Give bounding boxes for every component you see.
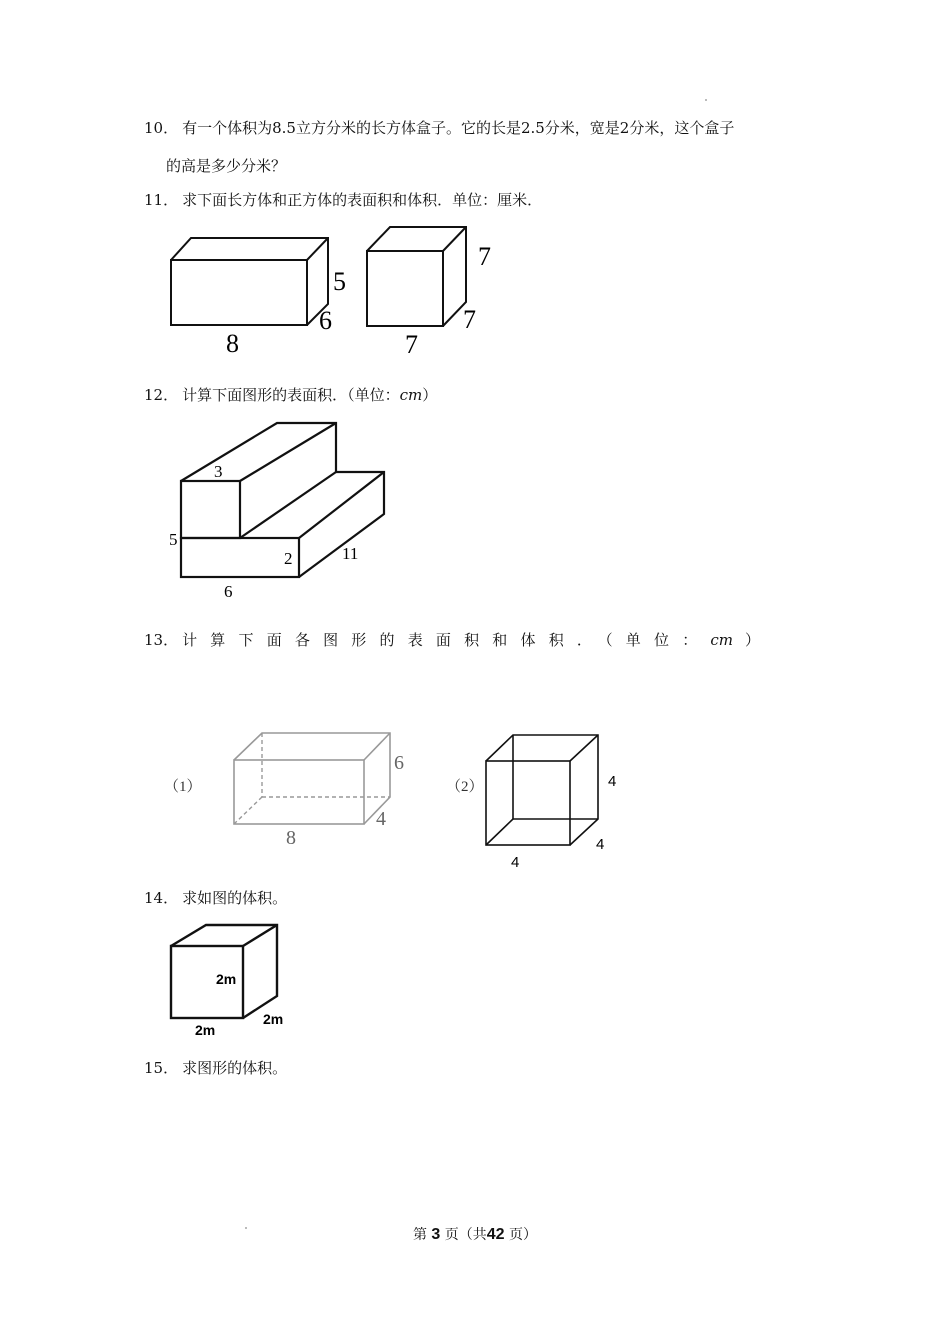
figure-1-label: （1） (164, 779, 202, 795)
figure-11 (160, 220, 520, 360)
question-14 (144, 887, 287, 909)
question-15 (144, 1057, 287, 1079)
footer-suffix: 页） (509, 1227, 538, 1243)
figure-13 (160, 725, 630, 875)
c1-width-label: 4 (376, 808, 386, 830)
cuboid-height-label: 5 (333, 267, 346, 296)
question-text-end: ） (745, 631, 761, 649)
current-page-number: 3 (431, 1226, 441, 1243)
unit-text: cm (710, 631, 734, 649)
bottom-width-label: 6 (224, 582, 233, 601)
top-width-label: 3 (214, 462, 223, 481)
question-13 (144, 629, 760, 651)
figure-12 (160, 415, 400, 600)
scan-speck (705, 99, 707, 101)
question-number: 12． (144, 386, 179, 404)
width-label: 2m (195, 1022, 216, 1038)
cube-depth-label: 7 (463, 305, 476, 334)
figure-14 (160, 920, 310, 1040)
question-number: 10． (144, 119, 179, 137)
left-height-label: 5 (169, 530, 178, 549)
cuboid-width-label: 6 (319, 306, 332, 335)
unit-text: cm (399, 386, 423, 404)
c2-width-label: 4 (596, 836, 605, 853)
scan-speck (245, 1227, 247, 1229)
c1-length-label: 8 (286, 827, 296, 849)
cuboid-length-label: 8 (226, 329, 239, 358)
question-text: 求如图的体积。 (182, 889, 288, 907)
cube-width-label: 7 (405, 330, 418, 359)
question-number: 13． (144, 631, 179, 649)
depth-label: 2m (263, 1011, 284, 1027)
page-footer (0, 1224, 950, 1244)
question-12 (144, 384, 437, 406)
question-number: 11． (144, 191, 179, 209)
footer-prefix: 第 (412, 1227, 427, 1243)
c2-height-label: 4 (608, 773, 617, 790)
question-number: 15． (144, 1059, 179, 1077)
question-text: 求图形的体积。 (182, 1059, 288, 1077)
question-10 (144, 117, 734, 139)
question-text-end: ） (422, 386, 438, 404)
question-text: 计算下面各图形的表面积和体积．（单位： (182, 631, 711, 649)
c2-length-label: 4 (511, 854, 520, 871)
height-label: 2m (216, 971, 237, 987)
question-10-continued: 的高是多少分米？ (166, 157, 287, 175)
cube-height-label: 7 (478, 242, 491, 271)
question-text: 计算下面图形的表面积．（单位： (182, 386, 400, 404)
question-number: 14． (144, 889, 179, 907)
question-11 (144, 189, 542, 211)
c1-height-label: 6 (394, 752, 404, 774)
footer-middle: 页（共 (444, 1227, 487, 1243)
question-text: 求下面长方体和正方体的表面积和体积．单位：厘米． (182, 191, 543, 209)
depth-label: 11 (342, 544, 359, 563)
step-height-label: 2 (284, 549, 293, 568)
figure-2-label: （2） (446, 779, 484, 795)
total-page-number: 42 (486, 1226, 505, 1243)
question-text: 有一个体积为8.5立方分米的长方体盒子。它的长是2.5分米，宽是2分米，这个盒子 (182, 119, 735, 137)
